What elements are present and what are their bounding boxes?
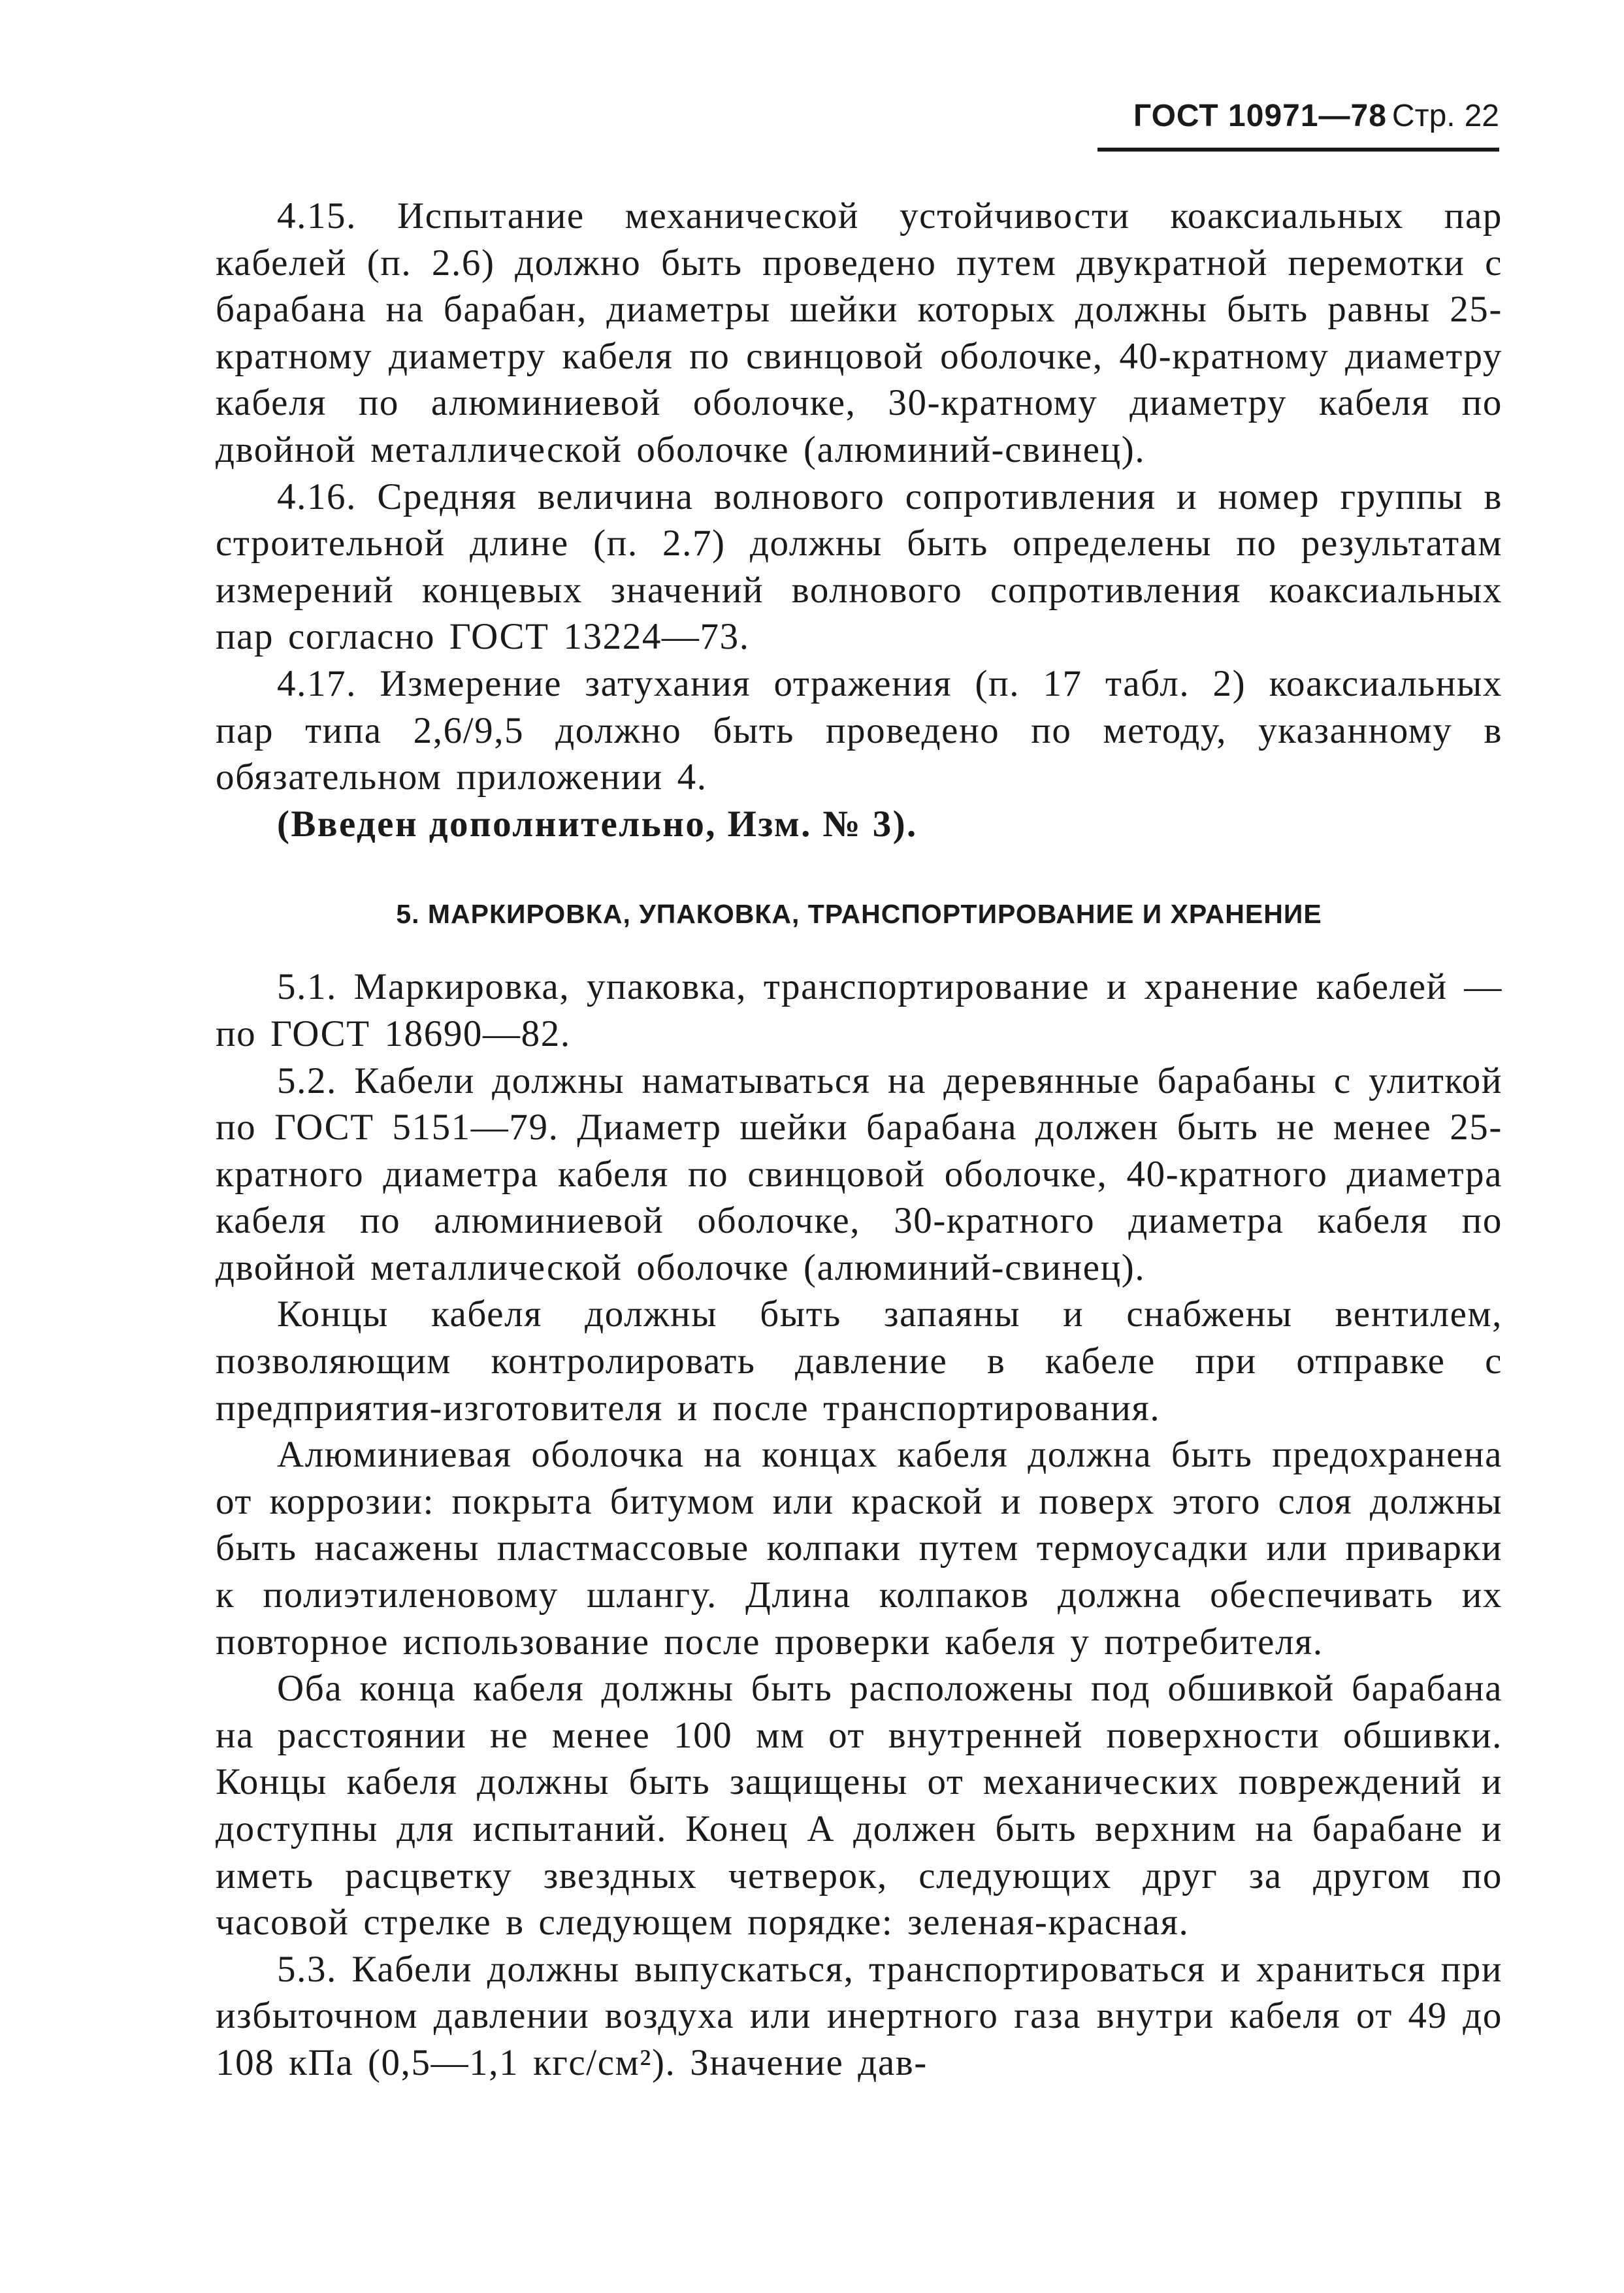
paragraph-cable-ends-sealed: Концы кабеля должны быть запаяны и снабжены вентилем, позволяющим контролировать давление в кабеле при отправке с предприятия-изготовителя и после транспортирования. [216,1293,1502,1429]
paragraph-4-15: 4.15. Испытание механической устойчивости коаксиальных пар кабелей (п. 2.6) должно быть проведено путем двукратной перемотки с барабана на барабан, диаметры шейки которых должны быть равны 25-кратному диаметру кабеля по свинцовой оболочке, 40-кратному диаметру кабеля по алюминиевой оболочке, 30-кратному диаметру кабеля по двойной металлической оболочке (алюминий-свинец). [216,195,1502,470]
header-page-label: Стр. [1391,99,1455,133]
document-body [216,193,1502,2087]
paragraph-5-3: 5.3. Кабели должны выпускаться, транспортироваться и храниться при избыточном давлении воздуха или инертного газа внутри кабеля от 49 до 108 кПа (0,5—1,1 кгс/см²). Значение дав- [216,1948,1502,2083]
header-standard-code: ГОСТ 10971—78 [1133,99,1387,133]
paragraph-5-2: 5.2. Кабели должны наматываться на деревянные барабаны с улиткой по ГОСТ 5151—79. Диаметр шейки барабана должен быть не менее 25-кратного диаметра кабеля по свинцовой оболочке, 40-кратного диаметра кабеля по алюминиевой оболочке, 30-кратного диаметра кабеля по двойной металлической оболочке (алюминий-свинец). [216,1060,1502,1288]
paragraph-cable-ends-position: Оба конца кабеля должны быть расположены под обшивкой барабана на расстоянии не менее 100 мм от внутренней поверхности обшивки. Концы кабеля должны быть защищены от механических повреждений и доступны для испытаний. Конец А должен быть верхним на барабане и иметь расцветку звездных четверок, следующих друг за другом по часовой стрелке в следующем порядке: зеленая-красная. [216,1668,1502,1943]
paragraph-4-16: 4.16. Средняя величина волнового сопротивления и номер группы в строительной длине (п. 2.7) должны быть определены по результатам измерений концевых значений волнового сопротивления коаксиальных пар согласно ГОСТ 13224—73. [216,476,1502,658]
paragraph-aluminium-sheath: Алюминиевая оболочка на концах кабеля должна быть предохранена от коррозии: покрыта битумом или краской и поверх этого слоя должны быть насажены пластмассовые колпаки путем термоусадки или приварки к полиэтиленовому шлангу. Длина колпаков должна обеспечивать их повторное использование после проверки кабеля у потребителя. [216,1434,1502,1663]
header-page-number: 22 [1464,99,1499,133]
paragraph-5-1: 5.1. Маркировка, упаковка, транспортирование и хранение кабелей — по ГОСТ 18690—82. [216,966,1502,1054]
amendment-note: (Введен дополнительно, Изм. № 3). [277,803,918,845]
paragraph-4-17: 4.17. Измерение затухания отражения (п. 17 табл. 2) коаксиальных пар типа 2,6/9,5 должно быть проведено по методу, указанному в обязательном приложении 4. [216,662,1502,798]
section-heading: 5. МАРКИРОВКА, УПАКОВКА, ТРАНСПОРТИРОВАНИЕ И ХРАНЕНИЕ [396,899,1322,930]
page-header [1097,97,1499,152]
